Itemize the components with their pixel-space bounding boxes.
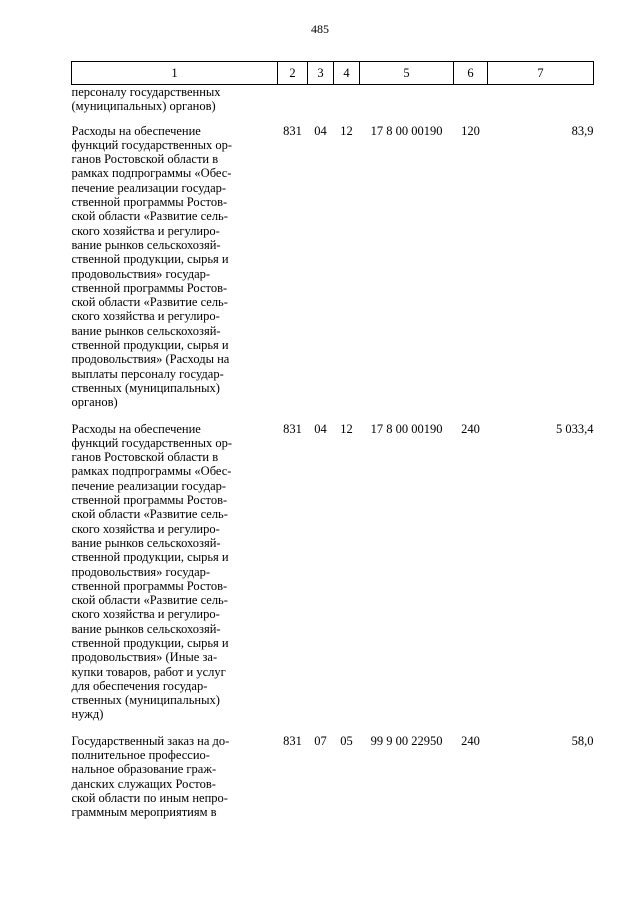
desc-line: ского хозяйства и регулиро- bbox=[71, 521, 220, 536]
budget-table-container bbox=[71, 61, 593, 832]
pr-code: 05 bbox=[340, 733, 353, 748]
desc-line: ственной программы Ростов- bbox=[71, 578, 228, 593]
csr-code: 17 8 00 00190 bbox=[370, 123, 443, 138]
desc-line: ского хозяйства и регулиро- bbox=[71, 309, 220, 324]
row-description bbox=[72, 124, 278, 422]
desc-line: вание рынков сельскохозяй- bbox=[71, 237, 221, 252]
vr-code: 240 bbox=[461, 733, 480, 748]
desc-line: продовольствия» государ- bbox=[71, 564, 211, 579]
csr-code: 17 8 00 00190 bbox=[370, 421, 443, 436]
table-body bbox=[72, 85, 594, 832]
desc-line: Расходы на обеспечение bbox=[71, 421, 201, 436]
desc-line: нальное образование граж- bbox=[71, 762, 217, 777]
header-col-3: 3 bbox=[308, 62, 334, 85]
amount: 5 033,4 bbox=[556, 421, 594, 436]
csr-code: 99 9 00 22950 bbox=[370, 733, 443, 748]
amount: 83,9 bbox=[571, 123, 594, 138]
desc-line: данских служащих Ростов- bbox=[71, 776, 216, 791]
desc-line: выплаты персоналу государ- bbox=[71, 366, 224, 381]
rz-code: 04 bbox=[314, 421, 327, 436]
desc-line: ственной продукции, сырья и bbox=[71, 338, 229, 353]
desc-line: ственной программы Ростов- bbox=[71, 493, 228, 508]
amount: 58,0 bbox=[571, 733, 594, 748]
desc-line: продовольствия» (Иные за- bbox=[71, 650, 218, 665]
desc-line: ской области «Развитие сель- bbox=[71, 209, 228, 224]
page-number: 485 bbox=[311, 22, 329, 36]
desc-line: функций государственных ор- bbox=[71, 137, 233, 152]
row-description bbox=[72, 734, 278, 832]
desc-line: продовольствия» (Расходы на bbox=[71, 352, 230, 367]
desc-line: печение реализации государ- bbox=[71, 478, 227, 493]
rz-code: 07 bbox=[314, 733, 327, 748]
desc-line: нужд) bbox=[71, 707, 104, 722]
desc-line: печение реализации государ- bbox=[71, 180, 227, 195]
ved-code: 831 bbox=[283, 123, 302, 138]
desc-line: ственных (муниципальных) bbox=[71, 380, 220, 395]
desc-line: ского хозяйства и регулиро- bbox=[71, 607, 220, 622]
header-col-7: 7 bbox=[488, 62, 594, 85]
desc-line: вание рынков сельскохозяй- bbox=[71, 323, 221, 338]
header-col-2: 2 bbox=[278, 62, 308, 85]
desc-line: ской области «Развитие сель- bbox=[71, 295, 228, 310]
vr-code: 240 bbox=[461, 421, 480, 436]
desc-line: ственных (муниципальных) bbox=[71, 693, 220, 708]
pr-code: 12 bbox=[340, 123, 353, 138]
continuation-description bbox=[72, 85, 278, 124]
table-header bbox=[72, 62, 594, 85]
desc-line: полнительное профессио- bbox=[71, 748, 210, 763]
header-col-4: 4 bbox=[334, 62, 360, 85]
table-row bbox=[72, 734, 594, 832]
header-col-6: 6 bbox=[454, 62, 488, 85]
desc-line: граммным мероприятиям в bbox=[71, 805, 217, 820]
desc-line: ственной программы Ростов- bbox=[71, 195, 228, 210]
header-row bbox=[72, 62, 594, 85]
table-row bbox=[72, 124, 594, 422]
desc-line: Государственный заказ на до- bbox=[71, 733, 230, 748]
desc-line: функций государственных ор- bbox=[71, 435, 233, 450]
desc-line: ганов Ростовской области в bbox=[71, 152, 219, 167]
desc-line: Расходы на обеспечение bbox=[71, 123, 201, 138]
desc-line: ственной продукции, сырья и bbox=[71, 635, 229, 650]
desc-line: ской области по иным непро- bbox=[71, 790, 228, 805]
desc-line: ственной продукции, сырья и bbox=[71, 550, 229, 565]
ved-code: 831 bbox=[283, 421, 302, 436]
desc-line: продовольствия» государ- bbox=[71, 266, 211, 281]
desc-line: персоналу государственных bbox=[71, 85, 221, 99]
rz-code: 04 bbox=[314, 123, 327, 138]
desc-line: ской области «Развитие сель- bbox=[71, 507, 228, 522]
header-col-5: 5 bbox=[360, 62, 454, 85]
desc-line: рамках подпрограммы «Обес- bbox=[71, 464, 232, 479]
desc-line: для обеспечения государ- bbox=[71, 678, 208, 693]
ved-code: 831 bbox=[283, 733, 302, 748]
desc-line: ской области «Развитие сель- bbox=[71, 593, 228, 608]
continuation-row bbox=[72, 85, 594, 124]
desc-line: рамках подпрограммы «Обес- bbox=[71, 166, 232, 181]
budget-table bbox=[71, 61, 594, 832]
vr-code: 120 bbox=[461, 123, 480, 138]
desc-line: ганов Ростовской области в bbox=[71, 450, 219, 465]
desc-line: вание рынков сельскохозяй- bbox=[71, 621, 221, 636]
row-description bbox=[72, 422, 278, 734]
desc-line: ственной продукции, сырья и bbox=[71, 252, 229, 267]
table-row bbox=[72, 422, 594, 734]
desc-line: ственной программы Ростов- bbox=[71, 280, 228, 295]
pr-code: 12 bbox=[340, 421, 353, 436]
header-col-1: 1 bbox=[72, 62, 278, 85]
desc-line: вание рынков сельскохозяй- bbox=[71, 535, 221, 550]
desc-line: ского хозяйства и регулиро- bbox=[71, 223, 220, 238]
desc-line: (муниципальных) органов) bbox=[71, 99, 216, 114]
desc-line: купки товаров, работ и услуг bbox=[71, 664, 226, 679]
desc-line: органов) bbox=[71, 395, 118, 410]
